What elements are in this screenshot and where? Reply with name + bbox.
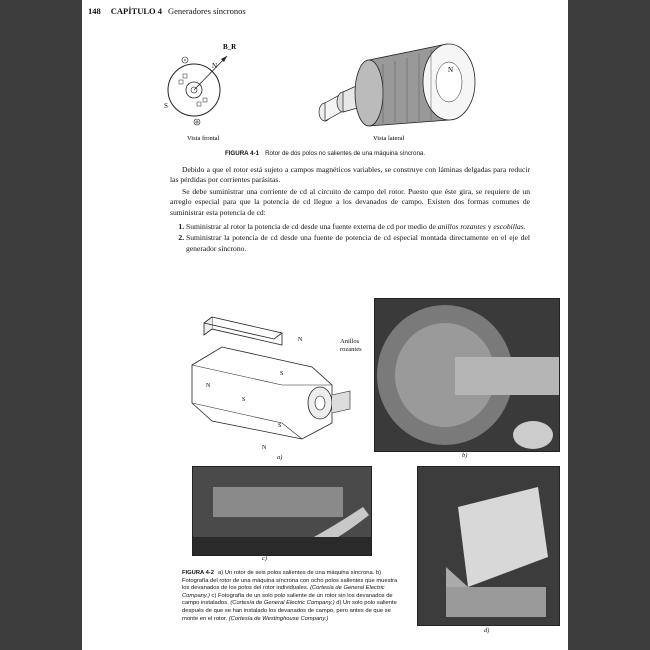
label-b: b): [462, 452, 468, 459]
pole-s-frontal: S: [164, 102, 168, 110]
svg-text:S: S: [242, 397, 246, 403]
svg-text:N: N: [262, 445, 267, 451]
pole-n-lateral: N: [448, 66, 454, 74]
figure-4-1-caption: [82, 150, 568, 157]
six-pole-rotor-drawing: [182, 305, 357, 460]
svg-text:N: N: [206, 383, 211, 389]
chapter-title: Generadores síncronos: [168, 6, 246, 16]
lateral-view: [319, 44, 475, 126]
figure-4-2-caption: FIGURA 4-2 a) Un rotor de seis polos salientes de una máquina síncrona. b) Fotografía del rotor de una máquina síncrona con ocho polos salientes que muestra los devanados de los polos del rotor individuales. (Cortesía de General Electric Company.) c) Fotografía de un solo polo saliente de un rotor sin los devanados de campo instalados. (Cortesía de General Electric Company.) d) Un solo polo saliente después de que se han instalado los devanados de campo, pero antes de que se monte en el rotor. (Cortesía de Westinghouse Company.): [182, 570, 398, 622]
body-text: [170, 165, 530, 255]
salient-pole-with-windings-photo: [417, 466, 560, 626]
label-c: c): [262, 555, 268, 562]
svg-text:S: S: [280, 371, 284, 377]
paragraph-2: Se debe suministrar una corriente de cd al circuito de campo del rotor. Puesto que éste gira, se requiere de un arreglo especial para que la potencia de cd llegue a los devanados de campo. Existen dos formas comunes de suministrar esta potencia de cd:: [170, 186, 530, 217]
figure-4-1-diagram: [157, 30, 497, 150]
salient-pole-without-windings-photo: [192, 466, 372, 556]
page-number: 148: [88, 6, 101, 16]
list-item: 2. Suministrar la potencia de cd desde una fuente de potencia de cd especial montada directamente en el eje del generador síncrono.: [186, 233, 530, 254]
lateral-label: Vista lateral: [373, 135, 405, 142]
label-a: a): [277, 454, 283, 461]
pole-n-frontal: N: [212, 62, 218, 70]
svg-text:S: S: [278, 423, 282, 429]
frontal-label: Vista frontal: [187, 135, 220, 142]
eight-pole-rotor-photo: [374, 298, 560, 452]
figure-4-1-number: FIGURA 4-1: [224, 150, 260, 157]
paragraph-1: Debido a que el rotor está sujeto a campos magnéticos variables, se construye con láminas delgadas para reducir las pérdidas por corrientes parásitas.: [170, 165, 530, 185]
figure-4-2-number: FIGURA 4-2: [182, 570, 214, 576]
field-label: B_R: [223, 43, 237, 51]
supply-methods-list: [170, 222, 530, 254]
list-item: 1. Suministrar al rotor la potencia de cd desde una fuente externa de cd por medio de anillos rozantes y escobillas.: [186, 222, 530, 232]
label-d: d): [484, 627, 490, 634]
frontal-view: [168, 56, 227, 125]
book-page: [82, 0, 568, 650]
chapter-label: CAPÍTULO 4: [110, 6, 162, 16]
page-header: [88, 6, 246, 16]
rings-label: Anillos rozantes: [340, 338, 362, 353]
svg-text:N: N: [298, 337, 303, 343]
figure-4-1-text: Rotor de dos polos no salientes de una máquina síncrona.: [265, 150, 426, 157]
